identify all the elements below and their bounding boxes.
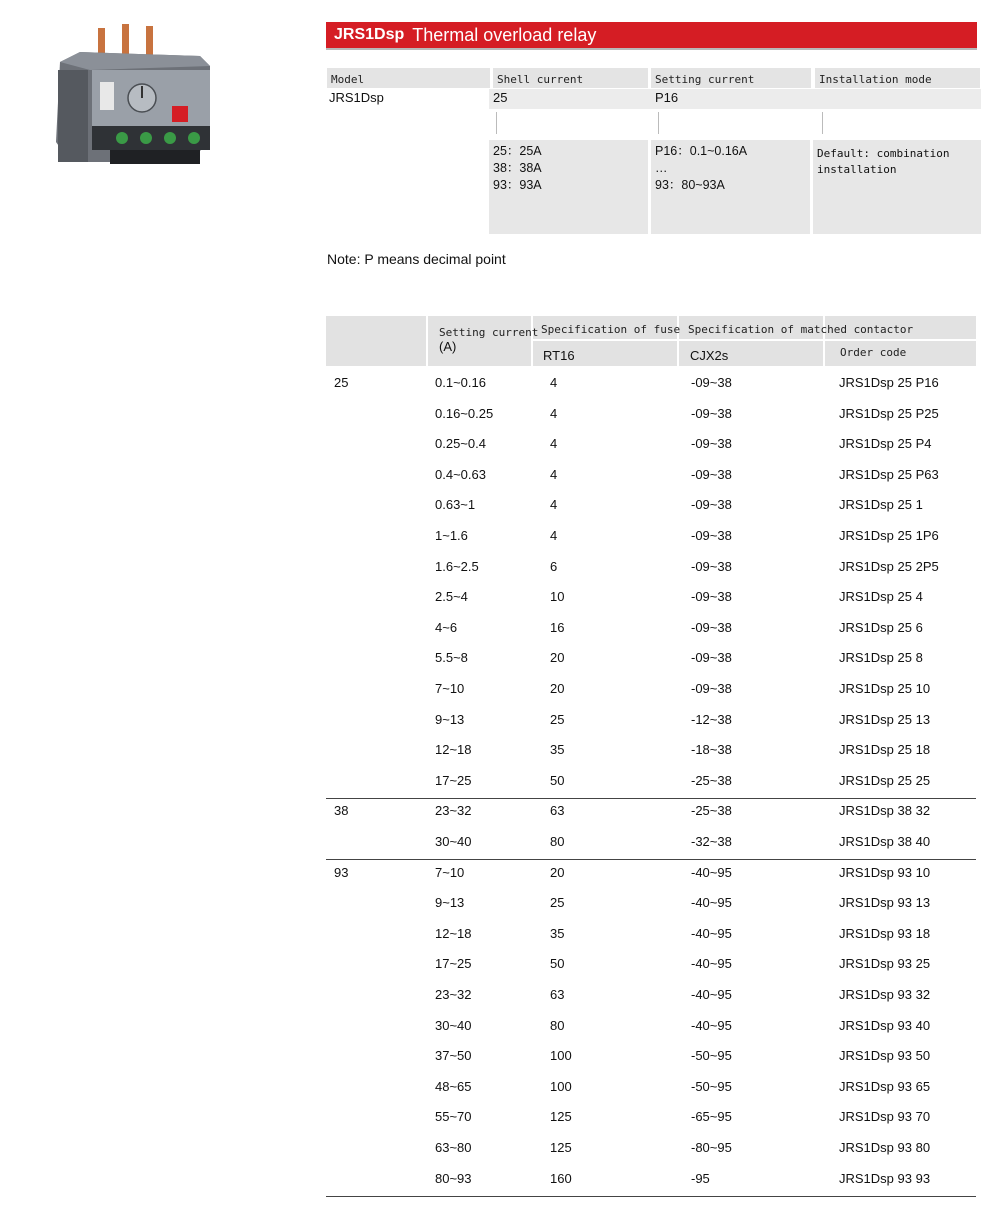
table-row [326, 614, 976, 645]
table-row [326, 369, 976, 400]
shell-current-cell: 93 [334, 864, 349, 880]
table-row [326, 736, 976, 767]
note: Note: P means decimal point [327, 251, 506, 267]
setting-current-cell: 23~32 [435, 987, 472, 1002]
contactor-cell: -09~38 [691, 650, 732, 666]
order-code-cell: JRS1Dsp 25 1P6 [839, 528, 939, 543]
group-separator [326, 859, 976, 860]
contactor-cell: -09~38 [691, 528, 732, 543]
setting-current-cell: 2.5~4 [435, 589, 468, 605]
setting-current-cell: 63~80 [435, 1140, 472, 1155]
setting-current-cell: 1.6~2.5 [435, 558, 479, 574]
setting-current-cell: 12~18 [435, 925, 472, 941]
contactor-cell: -25~38 [691, 772, 732, 788]
fuse-cell: 20 [550, 681, 565, 696]
contactor-cell: -95 [691, 1170, 710, 1186]
contactor-cell: -40~95 [691, 895, 732, 911]
setting-current-cell: 0.1~0.16 [435, 375, 486, 390]
order-code-cell: JRS1Dsp 25 1 [839, 497, 923, 513]
table-row [326, 461, 976, 492]
table-row [326, 1012, 976, 1043]
fuse-cell: 125 [550, 1140, 572, 1155]
table-row [326, 1073, 976, 1104]
order-code-cell: JRS1Dsp 38 32 [839, 803, 931, 819]
setting-current-cell: 7~10 [435, 864, 465, 880]
table-row [326, 797, 976, 828]
order-code-cell: JRS1Dsp 93 25 [839, 956, 931, 972]
table-row [326, 522, 976, 553]
table-row [326, 400, 976, 431]
table-row [326, 644, 976, 675]
fuse-cell: 35 [550, 925, 565, 941]
table-bottom-border [326, 1196, 976, 1197]
table-row [326, 583, 976, 614]
contactor-cell: -09~38 [691, 619, 732, 635]
setting-current-cell: 37~50 [435, 1048, 472, 1064]
table-row [326, 859, 976, 890]
setting-current-cell: 9~13 [435, 711, 465, 727]
product-name: Thermal overload relay [412, 24, 597, 45]
table-row [326, 491, 976, 522]
setting-current-value: P16 [655, 90, 679, 105]
table-row [326, 430, 976, 461]
contactor-cell: -09~38 [691, 466, 732, 482]
fuse-cell: 50 [550, 772, 565, 788]
model-value: JRS1Dsp [329, 90, 384, 105]
header-setting-unit: (A) [439, 339, 457, 354]
contactor-cell: -40~95 [691, 1017, 732, 1033]
order-code-cell: JRS1Dsp 25 10 [839, 681, 931, 696]
header-fuse: Specification of fuse [541, 323, 681, 336]
fuse-cell: 125 [550, 1109, 572, 1125]
contactor-cell: -50~95 [691, 1078, 732, 1094]
setting-current-cell: 0.16~0.25 [435, 405, 494, 421]
installation-mode-header: Installation mode [815, 68, 980, 88]
contactor-cell: -09~38 [691, 405, 732, 421]
header-order-code: Order code [840, 346, 907, 359]
order-code-cell: JRS1Dsp 93 13 [839, 895, 931, 911]
contactor-cell: -50~95 [691, 1048, 732, 1064]
contactor-cell: -18~38 [691, 742, 732, 758]
order-code-cell: JRS1Dsp 93 65 [839, 1078, 931, 1094]
fuse-cell: 63 [550, 987, 565, 1002]
shell-current-value: 25 [493, 90, 508, 105]
order-code-cell: JRS1Dsp 25 P4 [839, 436, 932, 452]
fuse-cell: 4 [550, 405, 558, 421]
setting-current-details: P16：0.1~0.16A … 93：80~93A [651, 140, 810, 234]
order-code-cell: JRS1Dsp 25 25 [839, 772, 931, 788]
header-fuse-model: RT16 [543, 348, 575, 363]
order-code-cell: JRS1Dsp 25 8 [839, 650, 923, 666]
fuse-cell: 80 [550, 1017, 565, 1033]
fuse-cell: 160 [550, 1170, 572, 1186]
fuse-cell: 20 [550, 650, 565, 666]
order-code-cell: JRS1Dsp 25 6 [839, 619, 923, 635]
setting-current-cell: 4~6 [435, 619, 458, 635]
table-row [326, 1103, 976, 1134]
shell-current-header: Shell current [493, 68, 648, 88]
fuse-cell: 100 [550, 1048, 572, 1064]
contactor-cell: -09~38 [691, 436, 732, 452]
fuse-cell: 4 [550, 528, 558, 543]
order-code-cell: JRS1Dsp 93 50 [839, 1048, 931, 1064]
contactor-cell: -09~38 [691, 375, 732, 390]
setting-current-cell: 9~13 [435, 895, 465, 911]
fuse-cell: 4 [550, 375, 558, 390]
fuse-cell: 6 [550, 558, 558, 574]
fuse-cell: 20 [550, 864, 565, 880]
setting-current-cell: 5.5~8 [435, 650, 468, 666]
fuse-cell: 100 [550, 1078, 572, 1094]
model-header: Model [327, 68, 490, 88]
fuse-cell: 10 [550, 589, 565, 605]
table-row [326, 889, 976, 920]
fuse-cell: 25 [550, 895, 565, 911]
setting-current-cell: 1~1.6 [435, 528, 468, 543]
setting-current-cell: 48~65 [435, 1078, 472, 1094]
order-code-cell: JRS1Dsp 93 80 [839, 1140, 931, 1155]
setting-current-header: Setting current [651, 68, 811, 88]
fuse-cell: 4 [550, 436, 558, 452]
setting-current-cell: 30~40 [435, 834, 472, 849]
order-code-cell: JRS1Dsp 25 18 [839, 742, 931, 758]
fuse-cell: 4 [550, 497, 558, 513]
order-code-cell: JRS1Dsp 93 70 [839, 1109, 931, 1125]
table-row [326, 1134, 976, 1165]
setting-current-cell: 12~18 [435, 742, 472, 758]
setting-current-cell: 7~10 [435, 681, 465, 696]
setting-current-cell: 17~25 [435, 772, 472, 788]
order-code-cell: JRS1Dsp 25 4 [839, 589, 923, 605]
order-code-cell: JRS1Dsp 93 40 [839, 1017, 931, 1033]
installation-mode-details: Default: combination installation [813, 140, 981, 234]
contactor-cell: -09~38 [691, 497, 732, 513]
setting-current-cell: 0.4~0.63 [435, 466, 486, 482]
header-contactor-model: CJX2s [690, 348, 729, 363]
contactor-cell: -32~38 [691, 834, 732, 849]
contactor-cell: -09~38 [691, 681, 732, 696]
header-setting-current: Setting current [439, 326, 539, 339]
setting-current-cell: 0.63~1 [435, 497, 476, 513]
table-row [326, 1042, 976, 1073]
shell-current-cell: 25 [334, 375, 349, 390]
setting-current-cell: 17~25 [435, 956, 472, 972]
shell-current-cell: 38 [334, 803, 349, 819]
setting-current-cell: 0.25~0.4 [435, 436, 486, 452]
group-separator [326, 798, 976, 799]
table-row [326, 828, 976, 859]
contactor-cell: -40~95 [691, 987, 732, 1002]
header-blank-cell [326, 316, 426, 366]
contactor-cell: -40~95 [691, 864, 732, 880]
contactor-cell: -40~95 [691, 925, 732, 941]
order-code-cell: JRS1Dsp 25 P16 [839, 375, 939, 390]
contactor-cell: -09~38 [691, 589, 732, 605]
table-row [326, 1165, 976, 1196]
order-code-cell: JRS1Dsp 38 40 [839, 834, 931, 849]
setting-current-cell: 80~93 [435, 1170, 472, 1186]
contactor-cell: -25~38 [691, 803, 732, 819]
order-code-cell: JRS1Dsp 93 18 [839, 925, 931, 941]
order-code-cell: JRS1Dsp 25 P63 [839, 466, 939, 482]
contactor-cell: -65~95 [691, 1109, 732, 1125]
table-row [326, 981, 976, 1012]
table-row [326, 920, 976, 951]
order-code-cell: JRS1Dsp 25 P25 [839, 405, 939, 421]
table-row [326, 553, 976, 584]
fuse-cell: 16 [550, 619, 565, 635]
header-contactor: Specification of matched contactor [688, 323, 914, 336]
table-row [326, 706, 976, 737]
fuse-cell: 50 [550, 956, 565, 972]
table-row [326, 767, 976, 798]
order-code-cell: JRS1Dsp 25 13 [839, 711, 931, 727]
setting-current-cell: 30~40 [435, 1017, 472, 1033]
contactor-cell: -12~38 [691, 711, 732, 727]
fuse-cell: 25 [550, 711, 565, 727]
fuse-cell: 63 [550, 803, 565, 819]
order-code-cell: JRS1Dsp 93 93 [839, 1170, 931, 1186]
contactor-cell: -80~95 [691, 1140, 732, 1155]
order-code-cell: JRS1Dsp 93 10 [839, 864, 931, 880]
order-code-cell: JRS1Dsp 25 2P5 [839, 558, 939, 574]
table-row [326, 675, 976, 706]
setting-current-cell: 55~70 [435, 1109, 472, 1125]
setting-current-cell: 23~32 [435, 803, 472, 819]
contactor-cell: -40~95 [691, 956, 732, 972]
shell-current-details: 25：25A 38：38A 93：93A [489, 140, 648, 234]
order-code-cell: JRS1Dsp 93 32 [839, 987, 931, 1002]
title-banner [326, 22, 977, 48]
product-image [50, 22, 220, 174]
product-code: JRS1Dsp [334, 26, 405, 43]
table-row [326, 950, 976, 981]
contactor-cell: -09~38 [691, 558, 732, 574]
fuse-cell: 80 [550, 834, 565, 849]
fuse-cell: 4 [550, 466, 558, 482]
fuse-cell: 35 [550, 742, 565, 758]
